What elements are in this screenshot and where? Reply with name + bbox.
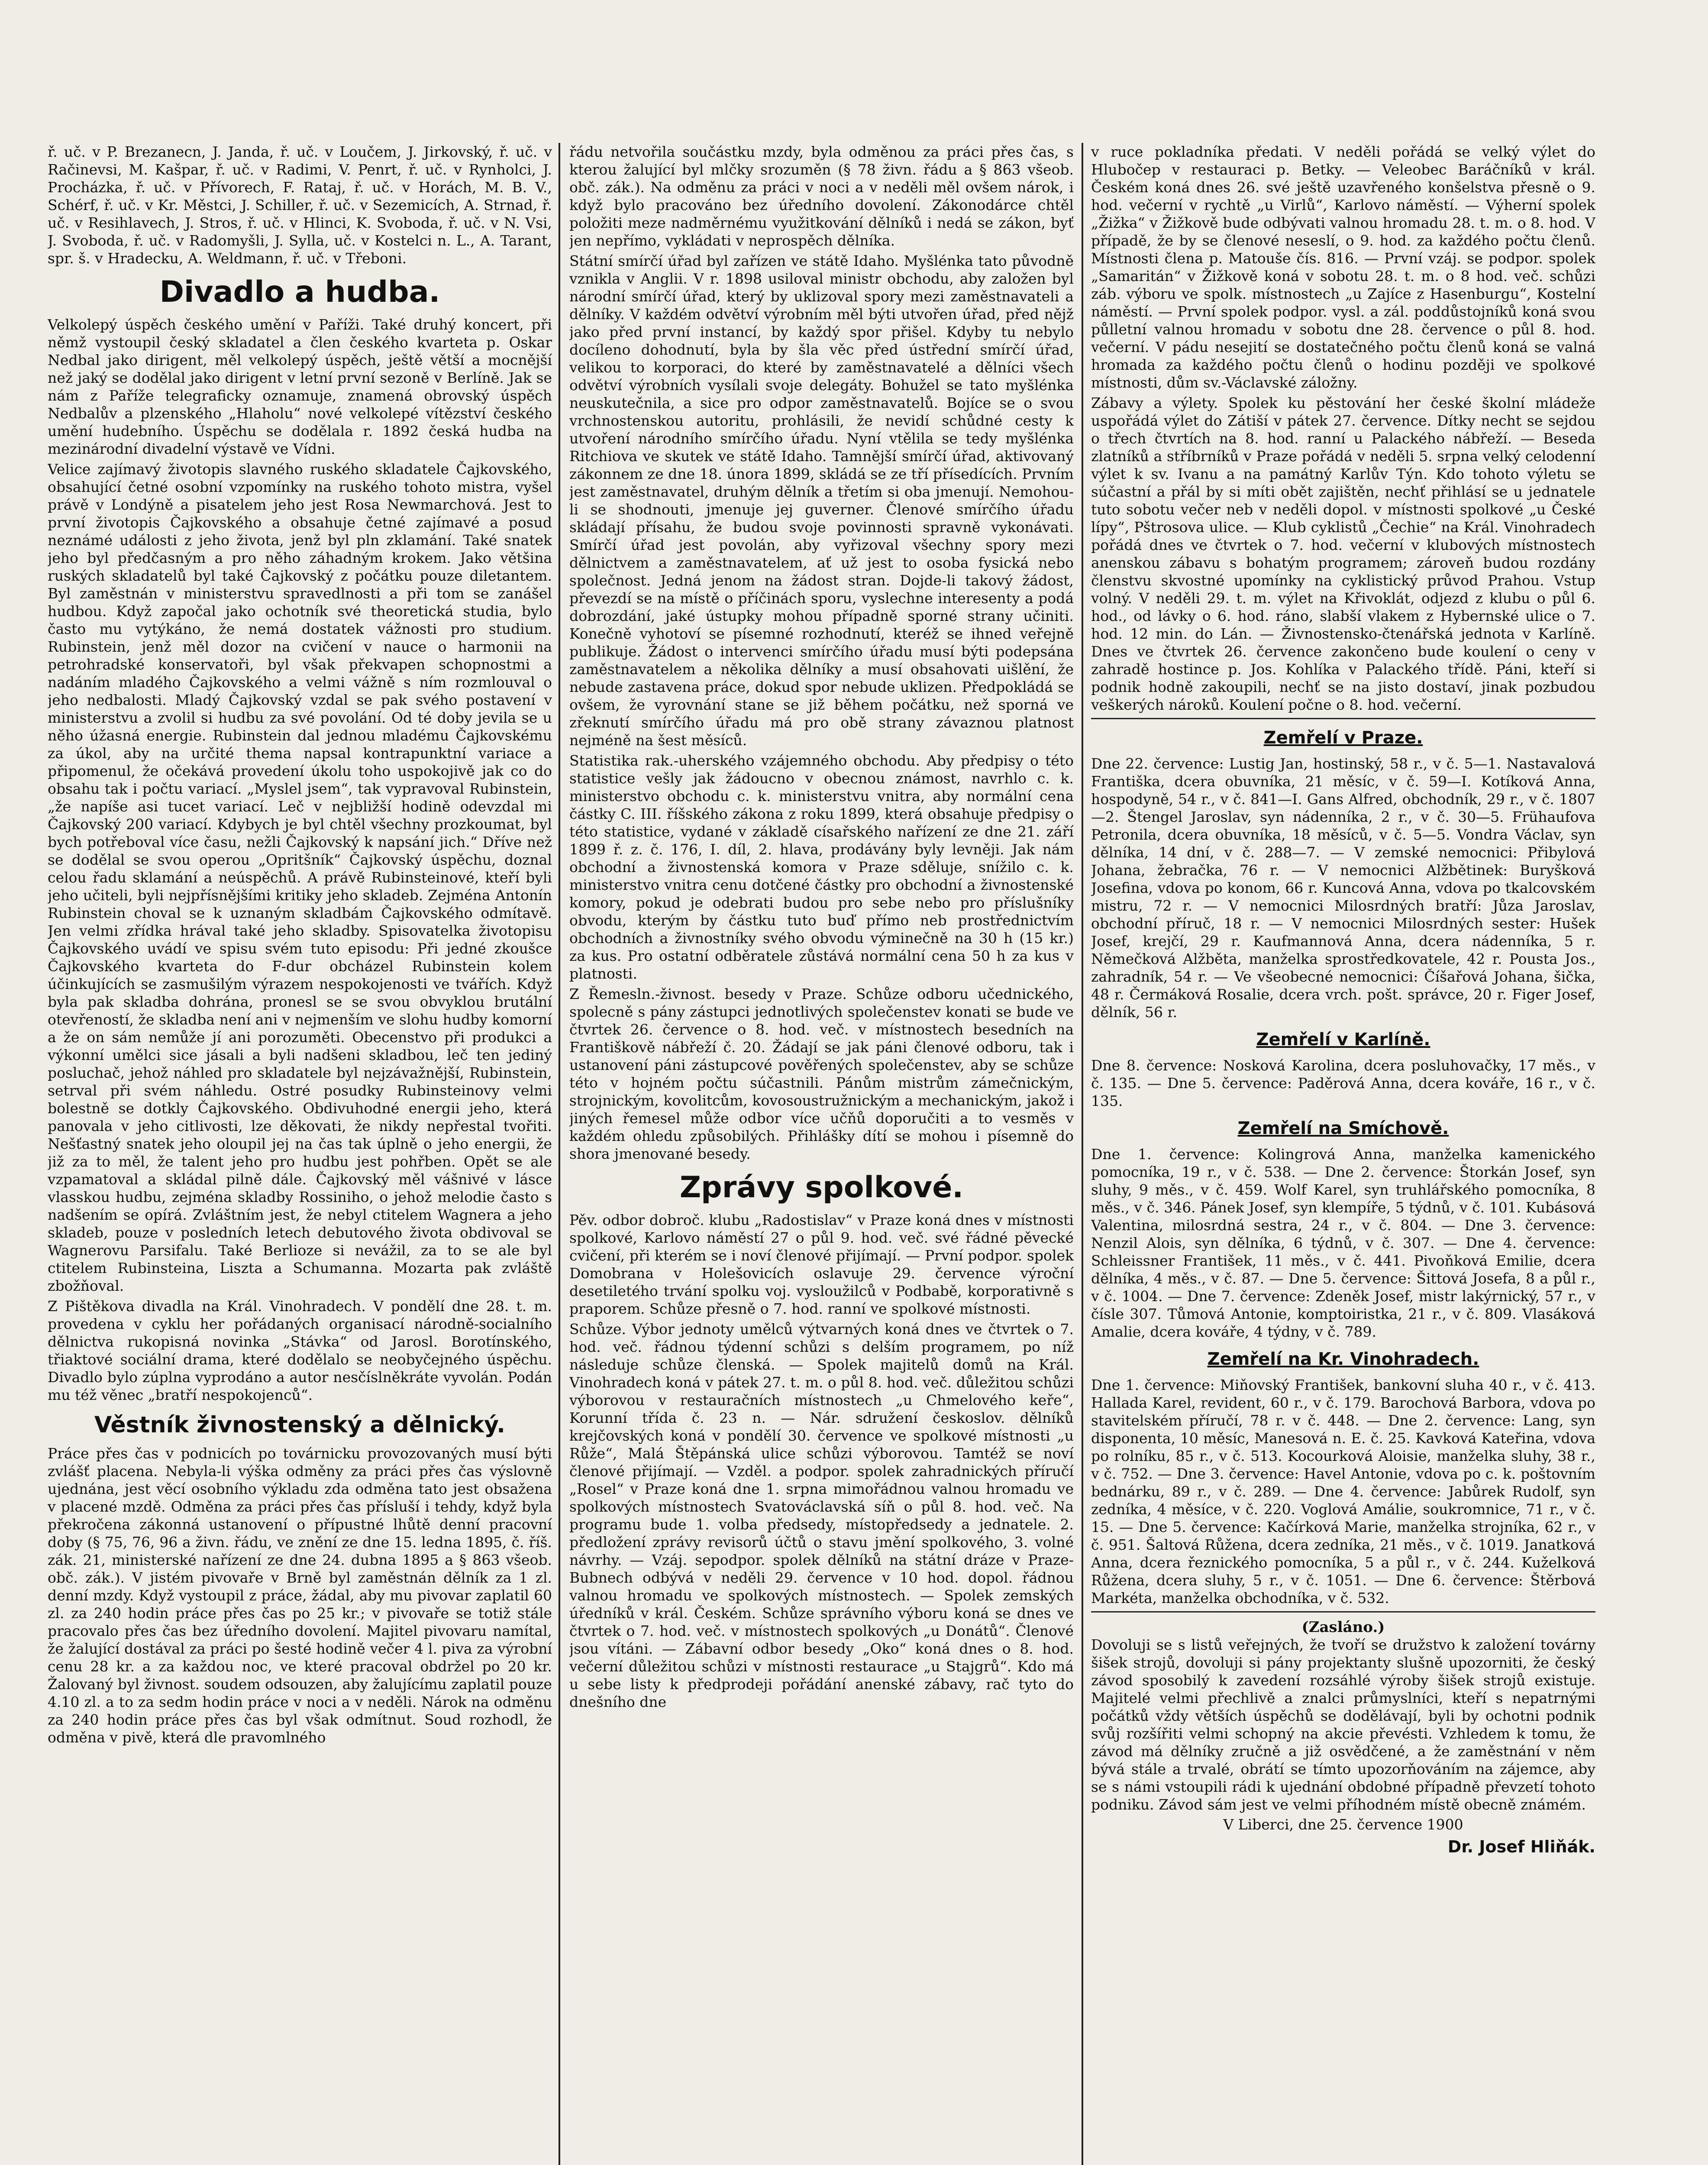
- paragraph: řádu netvořila součástku mzdy, byla odměnou za práci přes čas, s kterou žalující byl mlčky srozuměn (§ 78 živn. řádu a § 863 všeob. obč. zák.). Na odměnu za práci v noci a v neděli měl ovšem nárok, i když bylo pracováno bez úředního dovolení. Zákonodárce chtěl položiti meze nadměrnému využitkování dělníků i nedá se zákon, byť jen nepřímo, vykládati v neprospěch dělníka.: [569, 143, 1074, 249]
- paragraph: ř. uč. v P. Brezanecn, J. Janda, ř. uč. v Loučem, J. Jirkovský, ř. uč. v Račinevsi, M. Kašpar, ř. uč. v Radimi, V. Penrt, ř. uč. v Rynholci, J. Procházka, ř. uč. v Přívorech, F. Rataj, ř. uč. v Horách, M. B. V., Schérf, ř. uč. v Kr. Městci, J. Schiller, ř. uč. v Sezemicích, A. Strnad, ř. uč. v Resihlavech, J. Stros, ř. uč. v Hlinci, K. Svoboda, ř. uč. v N. Vsi, J. Svoboda, ř. uč. v Radomyšli, J. Sylla, uč. v Kostelci n. L., A. Tarant, spr. š. v Hradecku, A. Weldmann, ř. uč. v Třeboni.: [48, 143, 552, 267]
- paragraph: Z Pištěkova divadla na Král. Vinohradech. V pondělí dne 28. t. m. provedena v cyklu her pořádaných organisací národně-socialního dělnictva rukopisná novinka „Stávka“ od Jarosl. Borotínského, třiaktové sociální drama, které dodělalo se neobyčejného úspěchu. Divadlo bylo zúplna vyprodáno a autor nesčíslněkráte vyvolán. Podán mu též věnec „bratří nespokojenců“.: [48, 1298, 552, 1403]
- paragraph: Státní smírčí úřad byl zařízen ve státě Idaho. Myšlénka tato původně vznikla v Anglii. V r. 1898 usiloval ministr obchodu, aby založen byl národní smírčí úřad, který by uklizoval spory mezi zaměstnavateli a dělníky. V každém odvětví výrobním měl býti utvořen úřad, před nějž jako před první instancí, by každý spor přišel. Kdyby tu nebylo docíleno dohodnutí, byla by šla věc před ústřední smírčí úřad, velikou to korporaci, do které by zaměstnavatelé a dělníci všech odvětví výrobních vysílali svoje delegáty. Bohužel se tato myšlénka neuskutečnila, a sice pro odpor zaměstnavatelů. Bojíce se o svou vrchnostenskou autoritu, prohlásili, že nevidí schůdné cesty k utvoření národního smírčího úřadu. Nyní vtělila se tedy myšlénka Ritchiova ve skutek ve státě Idaho. Tamnější smírčí úřad, aktivovaný zákonnem ze dne 18. února 1899, skládá se ze tří přísedících. Prvním jest zaměstnavatel, druhým dělník a třetím si oba jmenují. Nemohou-li se shodnouti, jmenuje jej guverner. Členové smírčího úřadu skládají přísahu, že budou svoje povinnosti spravně vykonávati. Smírčí úřad jest povolán, aby vyřizoval všechny spory mezi dělnictvem a zaměstnavatelem, ať už jest to osoba fysická nebo společnost. Jedná jenom na žádost stran. Dojde-li takový žádost, převezdí se na místě o příčinách sporu, vyslechne interesenty a podá dobrozdání, jaké ústupky mohou případně sporné strany učiniti. Konečně vyhotoví se písemné rozhodnutí, kteréž se ihned veřejně publikuje. Žádost o intervenci smírčího úřadu musí býti podepsána zaměstnavatelem a několika dělníky a musí obsahovati uišlění, že nebude zastavena práce, dokud spor nebude uklizen. Předpokládá se ovšem, že vyrovnání stane se již během počátku, než sporná ve zřeknutí smírčího úřadu má pro obě strany závaznou platnost nejméně na šest měsíců.: [569, 252, 1074, 749]
- dateline: V Liberci, dne 25. července 1900: [1223, 1816, 1463, 1833]
- column-2: [569, 143, 1074, 2165]
- paragraph: Z Řemesln.-živnost. besedy v Praze. Schůze odboru učednického, spolecně s pány zástupci jednotlivých společenstev konati se bude ve čtvrtek 26. července o 8. hod. več. v místnostech besedních na Františkově nábřeží č. 20. Žádají se jak páni členové odboru, tak i ustanovení páni zástupcové pověřených společenstev, aby se schůze této v hojném počtu súčastnili. Pánům mistrům zámečnickým, strojnickým, kovolitcům, kovosoustružnickým a mechanickým, jakož i jiných řemesel může odbor více učňů doporučiti a to vesměs v každém ohledu způsobilých. Přihlášky dítí se mohou i písemně do shora jmenované besedy.: [569, 986, 1074, 1162]
- paragraph: Velice zajímavý životopis slavného ruského skladatele Čajkovského, obsahující četné osobní vzpomínky na ruského tohoto mistra, vyšel právě v Londýně a pisatelem jeho jest Rosa Newmarchová. Jest to první životopis Čajkovského a obsahuje četné zajímavé a posud neznámé události z jeho života, jenž byl pln zklamání. Také snatek jeho byl předčasným a pro něho záhadným krokem. Jako většina ruských skladatelů byl také Čajkovský z počátku pouze diletantem. Byl zaměstnán v ministerstvu spravedlnosti a při tom se zanášel hudbou. Když započal jako ochotník své theoretická studia, bylo často mu vytýkáno, že nemá dostatek vážnosti pro studium. Rubinstein, jenž měl dozor na cvičení v nauce o harmonii na petrohradské konservatoři, byl však překvapen schopnostmi a nadáním mladého Čajkovského a velmi vážně s ním rozmlouval o jeho nedbalosti. Mladý Čajkovský vzdal se pak svého postavení v ministerstvu a zvolil si hudbu za své povolání. Od té doby jevila se u něho úžasná energie. Rubinstein dal jednou mladému Čajkovskému za úkol, aby na určité thema napsal kontrapunktní variace a připomenul, že očekává provedení úkolu toho uspokojivě jak co do obsahu tak i počtu variací. „Myslel jsem“, tak vypravoval Rubinstein, „že napíše asi tucet variací. Leč v nejbližší hodině odevzdal mi Čajkovský 200 variací. Kdybych je byl chtěl všechny prozkoumat, byl bych potřeboval více času, nežli Čajkovský k napsání jich.“ Dříve než se dodělal se svou operou „Opritšník“ Čajkovský úspěchu, doznal celou řadu sklamání a neúspěchů. A právě Rubinsteinové, kteří byli jeho učiteli, byli nejpřísnějšími kritiky jeho skladeb. Zejména Antonín Rubinstein choval se k uznaným skladbám Čajkovského odmítavě. Jen velmi zřídka hrával také jeho skladby. Spisovatelka životopisu Čajkovského uvádí ve spisu svém tuto episodu: Při jedné zkoušce Čajkovského kvarteta do F-dur obcházel Rubinstein kolem účinkujících se zasmušilým výrazem nespokojenosti ve tvářích. Když byla pak skladba dohrána, pronesl se se svou obvyklou brutální otevřeností, že skladba není ani v nejmenším ve slohu hudby komorní a že on sám nemůže jí ani porozuměti. Obecenstvo při produkci a výkonní umělci sice jásali a byli nadšeni skladbou, leč ten jediný posluchač, jehož náhled pro skladatele byl nejzávažnější, Rubinstein, setrval při svém náhledu. Ostré posudky Rubinsteinovy velmi bolestně se dotkly Čajkovského. Obdivuhodné energii jeho, která panovala v jeho citlivosti, lze děkovati, že nikdy nepřestal tvořiti. Nešťastný snatek jeho oloupil jej na čas tak úplně o jeho energii, že již za to měl, že talent jeho pro hudbu jest pohřben. Opět se ale vzpamatoval a skládal pilně dále. Čajkovský měl vášnivé v lásce vlasskou hudbu, zejména skladby Rossiniho, o jehož melodie často s nadšením se opírá. Zvláštním jest, že nebyl ctitelem Wagnera a jeho skladeb, pouze v posledních letech debutového života obdivoval se Wagnerovu Parsifalu. Také Berlioze si nevážil, za to se ale byl ctitelem Rubinsteina, Liszta a Schumanna. Mozarta pak zvláště zbožňoval.: [48, 461, 552, 1294]
- section-heading-divadlo: Divadlo a hudba.: [159, 275, 440, 309]
- section-heading-zemreli-vinohrady: Zemřelí na Kr. Vinohradech.: [1207, 1349, 1479, 1369]
- paragraph: Zábavy a výlety. Spolek ku pěstování her české školní mládeže uspořádá výlet do Zátiší v pátek 27. července. Dítky necht se sejdou o třech čtvrtích na 8. hod. ranní u Palackého nábřeží. — Beseda zlatníků a stříbrníků v Praze pořádá v neděli 5. srpna velký celodenní výlet k sv. Ivanu a na památný Karlův Týn. Kdo tohoto výletu se súčastní a přál by si míti obět zajištěn, nechť přihlásí se u jednatele tuto sobotu večer neb v neděli dopol. v místnosti spolkové „u České lípy“, Pštrosova ulice. — Klub cyklistů „Čechie“ na Král. Vinohradech pořádá dnes ve čtvrtek o 7. hod. večerní v klubových místnostech anenskou zábavu s bohatým programem; zároveň budou rozdány členstvu skvostné upomínky na cyklistický průvod Prahou. Vstup volný. V neděli 29. t. m. výlet na Křivoklát, odjezd z klubu o půl 6. hod., od lávky o 6. hod. ráno, slabší vlakem z Hybernské ulice o 7. hod. 12 min. do Lán. — Živnostensko-čtenářská jednota v Karlíně. Dnes ve čtvrtek 26. července zakončeno bude koulení o ceny v zahradě hostince p. Jos. Kohlíka v Palackého třídě. Páni, kteří si podnik hodně zakoupili, nechť se na jisto dostaví, jinak pozbudou veškerých nároků. Koulení počne o 8. hod. večerní.: [1091, 394, 1595, 713]
- paragraph: Schůze. Výbor jednoty umělců výtvarných koná dnes ve čtvrtek o 7. hod. več. řádnou týdenní schůzi s delším programem, po níž následuje schůze členská. — Spolek majitelů domů na Král. Vinohradech koná v pátek 27. t. m. o půl 8. hod. več. důležitou schůzi výborovou v restauračních místnostech „u Chmelového keře“, Korunní třída č. 23 n. — Nár. sdružení českoslov. dělníků krejčovských koná v pondělí 30. července ve spolkové místnosti „u Růže“, Malá Štěpánská ulice schůzi výborovou. Tamtéž se noví členové přijímají. — Vzděl. a podpor. spolek zahradnických příručí „Rosel“ v Praze koná dne 1. srpna mimořádnou valnou hromadu ve spolkových místnostech Svatováclavská síň o půl 8. hod. več. Na programu bude 1. volba předsedy, místopředsedy a jednatele. 2. předložení zprávy revisorů účtů o stavu jmění spolkového, 3. volné návrhy. — Vzáj. sepodpor. spolek dělníků na státní dráze v Praze-Bubnech odbývá v neděli 29. července v 10 hod. dopol. řádnou valnou hromadu ve spolkových místnostech. — Spolek zemských úředníků v král. Českém. Schůze správního výboru koná se dnes ve čtvrtek o 7. hod. več. v místnostech spolkových „u Donátů“. Členové jsou vítáni. — Zábavní odbor besedy „Oko“ koná dnes o 8. hod. večerní důležitou schůzi v místnosti restaurace „u Stajgrů“. Kdo má u sebe listy k předprodeji pořádání anenské zábavy, rač tyto do dnešního dne: [569, 1321, 1074, 1710]
- section-heading-vestnik: Věstník živnostenský a dělnický.: [94, 1412, 505, 1438]
- section-heading-zpravy: Zprávy spolkové.: [679, 1170, 964, 1205]
- column-1: [48, 143, 552, 2165]
- newspaper-page: [48, 143, 1684, 2165]
- section-heading-zemreli-smichov: Zemřelí na Smíchově.: [1237, 1118, 1449, 1138]
- divider: [1091, 1611, 1595, 1612]
- divider: [1091, 718, 1595, 719]
- paragraph: Dne 1. července: Kolingrová Anna, manželka kamenického pomocníka, 19 r., v č. 538. — Dne 2. července: Štorkán Josef, syn sluhy, 9 měs., v č. 459. Wolf Karel, syn truhlářského pomocníka, 8 měs., v č. 346. Pánek Josef, syn klempíře, 5 týdnů, v č. 101. Kubásová Valentina, milosrdná sestra, 24 r., v č. 804. — Dne 3. července: Nenzil Alois, syn dělníka, 6 týdnů, v č. 307. — Dne 4. července: Schleissner František, 11 měs., v č. 441. Pivoňková Emilie, dcera dělníka, 4 měs., v č. 87. — Dne 5. července: Šittová Josefa, 8 a půl r., v č. 1004. — Dne 7. července: Zdeněk Josef, mistr lakýrnický, 57 r., v čísle 307. Tůmová Antonie, komptoiristka, 21 r., v č. 809. Vlasáková Amalie, dcera kováře, 4 týdny, v č. 789.: [1091, 1146, 1595, 1340]
- paragraph: Statistika rak.-uherského vzájemného obchodu. Aby předpisy o této statistice vešly jak žádoucno v obecnou známost, navrhlo c. k. ministerstvo obchodu c. k. ministerstvu vnitra, aby normální cena částky C. III. říšského zákona z roku 1899, která obsahuje předpisy o této statistice, vydané v základě císařského nařízení ze dne 21. září 1899 ř. z. č. 176, I. díl, 2. hlava, prodávány byly levněji. Jak nám obchodní a živnostenská komora v Praze sděluje, snížilo c. k. ministerstvo vnitra cenu dotčené částky pro obchodní a živnostenské komory, pokud je odebrati budou pro sebe nebo pro příslušníky obvodu, kterým by částku tuto buď přímo neb prostřednictvím obchodních a živnostníky svého obvodu výminečně na 30 h (15 kr.) za kus. Pro ostatní odběratele zůstává normální cena 50 h za kus v platnosti.: [569, 752, 1074, 982]
- paragraph: v ruce pokladníka předati. V neděli pořádá se velký výlet do Hlubočep v restauraci p. Betky. — Veleobec Baráčníků v král. Českém koná dnes 26. své ještě uzavřeného konšelstva přesně o 9. hod. večerní v rychtě „u Virlů“, Karlovo náměstí. — Výherní spolek „Žižka“ v Žižkově bude odbývati valnou hromadu 28. t. m. o 8. hod. V případě, že by se členové neseslí, o 9. hod. za každého počtu členů. Místnosti člena p. Matouše čís. 816. — První vzáj. se podpor. spolek „Samaritán“ v Žižkově koná v sobotu 28. t. m. o 8 hod. več. schůzi záb. výboru ve spolk. místnostech „u Zajíce z Hasenburgu“, Kostelní náměstí. — První spolek podpor. vysl. a zál. poddůstojníků koná svou půlletní valnou hromadu v sobotu dne 28. července o půl 8. hod. večerní. V pádu nesejití se dostatečného počtu členů koná se valná hromada za každého počtu členů o hodinu později ve spolkové místnosti, dům sv.-Václavské záložny.: [1091, 143, 1595, 391]
- column-rule: [559, 143, 560, 2165]
- column-rule: [1082, 143, 1083, 2165]
- paragraph: Dovoluji se s listů veřejných, že tvoří se družstvo k založení továrny šišek strojů, dovoluji si pány projektanty slušně upozorniti, že český závod sposobilý k zavedení rozsáhlé výroby šišek strojů existuje. Majitelé velmi přechlivě a znalci průmyslníci, kteří s nepatrnými počátků vždy větších úspěchů se dodělávají, byli by ochotni podnik svůj rozšířiti velmi schopný na akcie převésti. Vzhledem k tomu, že závod má dělníky zručně a již osvědčené, a že zaměstnání v něm bývá stále a trvalé, obrátí se tímto upozorňováním na zájemce, aby se s námi vstoupili rádi k ujednání obdobné případně převzetí tohoto podniku. Závod sám jest ve velmi příhodném místě obecně známém.: [1091, 1636, 1595, 1813]
- paragraph: Pěv. odbor dobroč. klubu „Radostislav“ v Praze koná dnes v místnosti spolkové, Karlovo náměstí 27 o půl 9. hod. več. své řádné pěvecké cvičení, při kterém se i noví členové přijímají. — První podpor. spolek Domobrana v Holešovicích oslavuje 29. července výroční desetiletého trvání spolku voj. vysloužilců v Podbabě, korporativně s praporem. Schůze přesně o 7. hod. ranní ve spolkové místnosti.: [569, 1212, 1074, 1317]
- zaslano-label: (Zasláno.): [1301, 1619, 1385, 1636]
- section-heading-zemreli-praha: Zemřelí v Praze.: [1263, 728, 1423, 748]
- paragraph: Dne 22. července: Lustig Jan, hostinský, 58 r., v č. 5—1. Nastavalová Františka, dcera obuvníka, 21 měsíc, v č. 59—I. Kotíková Anna, hospodyně, 54 r., v č. 841—I. Gans Alfred, obchodník, 29 r., v č. 1807—2. Štengel Jaroslav, syn nádenníka, 2 r., v č. 30—5. Frühaufova Petronila, dcera obuvníka, 18 měsíců, v č. 5—5. Vondra Václav, syn dělníka, 14 dní, v č. 288—7. — V zemské nemocnici: Přibylová Johana, žebračka, 76 r. — V nemocnici Alžbětinek: Buryšková Josefina, vdova po konom, 66 r. Kuncová Anna, vdova po tkalcovském mistru, 72 r. — V nemocnici Milosrdných bratří: Jůza Jaroslav, obchodní příruč, 18 r. — V nemocnici Milosrdných sester: Hušek Josef, krejčí, 29 r. Kaufmannová Anna, dcera nádenníka, 5 r. Němečková Alžběta, manželka sprostředkovatele, 42 r. Pousta Jos., zahradník, 54 r. — Ve všeobecné nemocnici: Číšařová Johana, šička, 48 r. Čermáková Rosalie, dcera vrch. pošt. správce, 20 r. Figer Josef, dělník, 56 r.: [1091, 755, 1595, 1021]
- section-heading-zemreli-karlin: Zemřelí v Karlíně.: [1256, 1030, 1430, 1050]
- paragraph: Dne 8. července: Nosková Karolina, dcera posluhovačky, 17 měs., v č. 135. — Dne 5. července: Paděrová Anna, dcera kováře, 16 r., v č. 135.: [1091, 1057, 1595, 1109]
- paragraph: Dne 1. července: Miňovský František, bankovní sluha 40 r., v č. 413. Hallada Karel, revident, 60 r., v č. 179. Barochová Barbora, vdova po stavitelském příručí, 78 r. v č. 448. — Dne 2. července: Lang, syn disponenta, 10 měsíc, Manesová n. E. č. 25. Kavková Kateřina, vdova po rolníku, 85 r., v č. 513. Kocourková Aloisie, manželka sluhy, 38 r., v č. 752. — Dne 3. července: Havel Antonie, vdova po c. k. poštovním bednárku, 89 r., v č. 289. — Dne 4. července: Jabůrek Rudolf, syn zedníka, 4 měsíce, v č. 220. Voglová Amálie, soukromnice, 71 r., v č. 15. — Dne 5. července: Kačírková Marie, manželka strojníka, 62 r., v č. 951. Šaltová Růžena, dcera zedníka, 21 měs., v č. 1019. Janatková Anna, dcera řeznického pomocníka, 5 a půl r., v č. 244. Kuželková Růžena, dcera sluhy, 5 r., v č. 1051. — Dne 6. července: Štěrbová Markéta, manželka obchodníka, v č. 532.: [1091, 1377, 1595, 1606]
- paragraph: Velkolepý úspěch českého umění v Paříži. Také druhý koncert, při němž vystoupil český skladatel a člen českého kvarteta p. Oskar Nedbal jako dirigent, měl velkolepý úspěch, ještě větší a mocnější než jaký se dodělal jako dirigent v letní první sezoně v Berlíně. Jak se nám z Paříže telegraficky oznamuje, znamená obrovský úspěch Nedbalův a plzenského „Hlaholu“ nové velkolepé vítězství českého umění hudebního. Úspěchu se dodělala r. 1892 česká hudba na mezinárodní divadelní výstavě ve Vídni.: [48, 316, 552, 457]
- paragraph: Práce přes čas v podnicích po továrnicku provozovaných musí býti zvlášť placena. Nebyla-li výška odměny za práci přes čas výslovně ujednána, jest věcí osobního výkladu zda odměna tato jest obsažena v placené mzdě. Odměna za práci přes čas přísluší i tehdy, když byla překročena zákonná ustanovení o přípustné lhůtě denní pracovní doby (§ 75, 76, 96 a živn. řádu, ve znění ze dne 15. ledna 1895, č. říš. zák. 21, ministerské nařízení ze dne 24. dubna 1895 a § 863 všeob. obč. zák.). V jistém pivovaře v Brně byl zaměstnán dělník za 1 zl. denní mzdy. Když vystoupil z práce, žádal, aby mu pivovar zaplatil 60 zl. za 240 hodin práce přes čas po 25 kr.; v pivovaře se totiž stále pracovalo přes čas bez úředního dovolení. Majitel pivovaru namítal, že žalující dostával za práci po šesté hodině večer 4 l. piva za výrobní cenu 28 kr. a za každou noc, ve které pracoval obdržel po 20 kr. Žalovaný byl živnost. soudem odsouzen, aby žalujícímu zaplatil pouze 4.10 zl. a to za sedm hodin práce v noci a v neděli. Nárok na odměnu za 240 hodin práce přes čas byl však odmítnut. Soud rozhodl, že odměna v pivě, která dle pravomlného: [48, 1445, 552, 1746]
- signature: Dr. Josef Hliňák.: [1447, 1837, 1595, 1856]
- column-3: [1091, 143, 1595, 2165]
